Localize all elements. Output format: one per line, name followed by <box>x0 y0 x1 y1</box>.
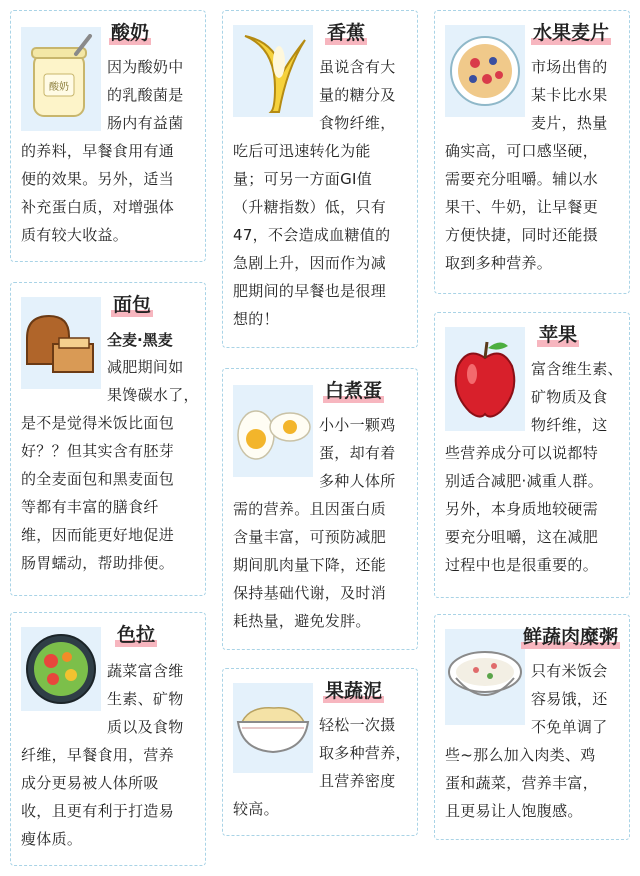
card-porridge <box>434 614 630 840</box>
card-description: 小小一颗鸡 蛋，却有着 多种人体所 需的营养。且因蛋白质 含量丰富，可预防减肥 期间肌肉量下降，还能 保持基础代谢，及时消 耗热量，避免发胖。 <box>233 416 396 630</box>
card-description: 因为酸奶中 的乳酸菌是 肠内有益菌 的养料，早餐食用有通 便的效果。另外，适当 补充蛋白质，对增强体 质有较大收益。 <box>21 58 184 244</box>
card-bread <box>10 282 206 596</box>
card-title: 鲜蔬肉糜粥 <box>523 626 619 648</box>
card-banana <box>222 10 418 348</box>
card-title: 果蔬泥 <box>325 680 383 702</box>
svg-text:酸奶: 酸奶 <box>49 82 69 93</box>
card-title: 苹果 <box>539 324 578 346</box>
card-title: 色拉 <box>117 624 156 646</box>
card-title: 白煮蛋 <box>325 380 383 402</box>
card-description: 轻松一次摄 取多种营养， 且营养密度 较高。 <box>233 716 411 818</box>
card-title: 酸奶 <box>111 22 150 44</box>
card-description: 只有米饭会 容易饿，还 不免单调了 些~那么加入肉类、鸡 蛋和蔬菜，营养丰富， 且更易让人饱腹感。 <box>445 662 608 820</box>
card-salad <box>10 612 206 866</box>
card-subtitle: 全麦·黑麦 <box>107 331 173 349</box>
card-puree <box>222 668 418 836</box>
card-title: 香蕉 <box>327 22 366 44</box>
card-description: 市场出售的 某卡比水果 麦片，热量 确实高，可口感坚硬， 需要充分咀嚼。辅以水 果干、牛奶，让早餐更 方便快捷，同时还能摄 取到多种营养。 <box>445 58 608 272</box>
card-description: 减肥期间如 果馋碳水了， 是不是觉得米饭比面包 好？？但其实含有胚芽 的全麦面包和黑麦面包 等都有丰富的膳食纤 维，因而能更好地促进 肠胃蠕动，帮助排便。 <box>21 358 199 572</box>
card-egg <box>222 368 418 650</box>
card-title: 面包 <box>113 294 152 316</box>
card-apple <box>434 312 630 598</box>
card-cereal <box>434 10 630 294</box>
card-description: 虽说含有大 量的糖分及 食物纤维， 吃后可迅速转化为能 量；可另一方面GI值 （升糖指数）低，只有 47，不会造成血糖值的 急剧上升，因而作为减 肥期间的早餐也是很理 想的！ <box>233 58 396 328</box>
card-description: 蔬菜富含维 生素、矿物 质以及食物 纤维，早餐食用，营养 成分更易被人体所吸 收，且更有利于打造易 瘦体质。 <box>21 662 184 848</box>
card-title: 水果麦片 <box>533 22 610 44</box>
card-description: 富含维生素、 矿物质及食 物纤维，这 些营养成分可以说都特 别适合减肥·减重人群。 另外，本身质地较硬需 要充分咀嚼，这在减肥 过程中也是很重要的。 <box>445 360 623 574</box>
card-yogurt <box>10 10 206 262</box>
